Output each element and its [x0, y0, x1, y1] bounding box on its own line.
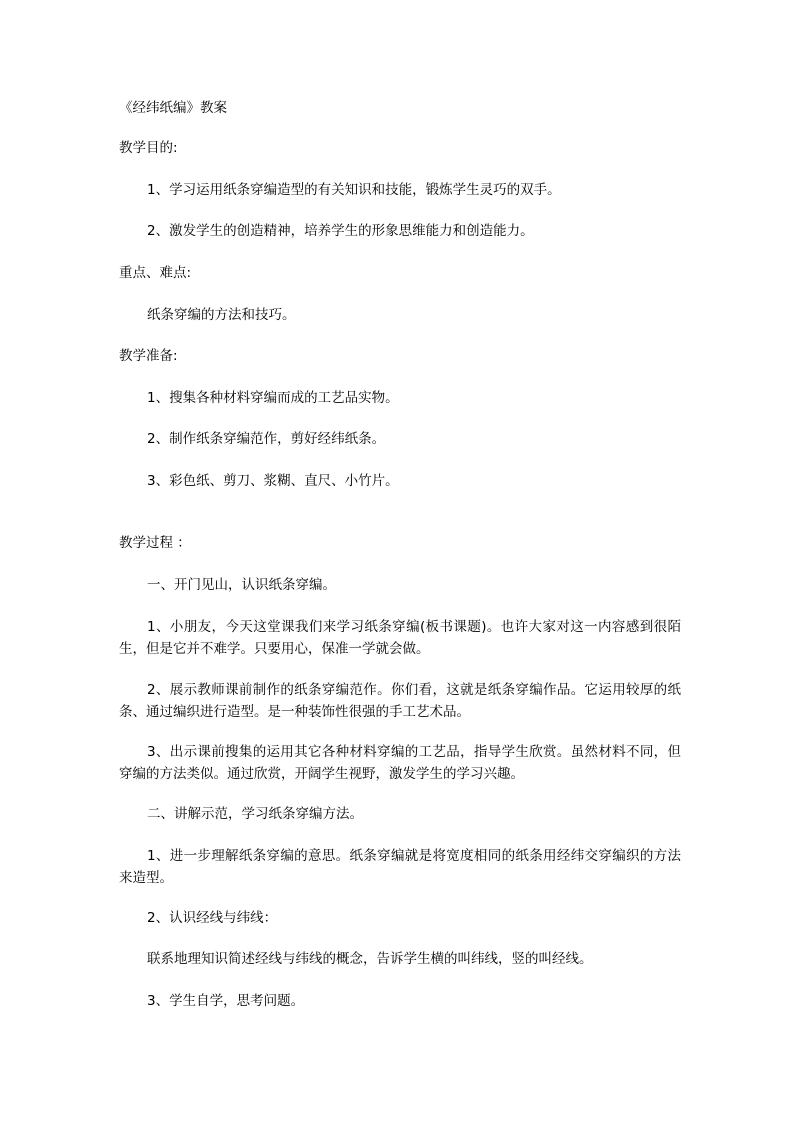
prep-item: 3、彩色纸、剪刀、浆糊、直尺、小竹片。 — [147, 473, 399, 489]
objective-item: 2、激发学生的创造精神，培养学生的形象思维能力和创造能力。 — [147, 223, 534, 239]
prep-heading: 教学准备: — [119, 348, 178, 364]
process-heading: 教学过程 ： — [119, 535, 191, 551]
section-heading: 二、讲解示范，学习纸条穿编方法。 — [147, 806, 363, 822]
document-title: 《经纬纸编》教案 — [119, 100, 227, 116]
objective-item: 1、学习运用纸条穿编造型的有关知识和技能，锻炼学生灵巧的双手。 — [147, 182, 561, 198]
keypoint-item: 纸条穿编的方法和技巧。 — [147, 307, 296, 323]
paragraph: 1、小朋友，今天这堂课我们来学习纸条穿编(板书课题)。也许大家对这一内容感到很陌生，但是它并不难学。只要用心，保准一学就会做。 — [119, 619, 681, 657]
paragraph: 联系地理知识简述经线与纬线的概念，告诉学生横的叫纬线，竖的叫经线。 — [147, 951, 593, 967]
section-heading: 一、开门见山，认识纸条穿编。 — [147, 577, 336, 593]
prep-item: 2、制作纸条穿编范作，剪好经纬纸条。 — [147, 431, 386, 447]
paragraph: 1、进一步理解纸条穿编的意思。纸条穿编就是将宽度相同的纸条用经纬交穿编织的方法来造型。 — [119, 848, 681, 886]
paragraph: 3、出示课前搜集的运用其它各种材料穿编的工艺品，指导学生欣赏。虽然材料不同，但穿编的方法类似。通过欣赏，开阔学生视野，激发学生的学习兴趣。 — [119, 744, 681, 782]
prep-item: 1、搜集各种材料穿编而成的工艺品实物。 — [147, 390, 399, 406]
objectives-heading: 教学目的: — [119, 140, 178, 156]
keypoints-heading: 重点、难点: — [119, 265, 192, 281]
paragraph: 2、认识经线与纬线： — [147, 910, 278, 926]
paragraph: 2、展示教师课前制作的纸条穿编范作。你们看，这就是纸条穿编作品。它运用较厚的纸条、通过编织进行造型。是一种装饰性很强的手工艺术品。 — [119, 682, 681, 720]
paragraph: 3、学生自学，思考问题。 — [147, 993, 305, 1009]
